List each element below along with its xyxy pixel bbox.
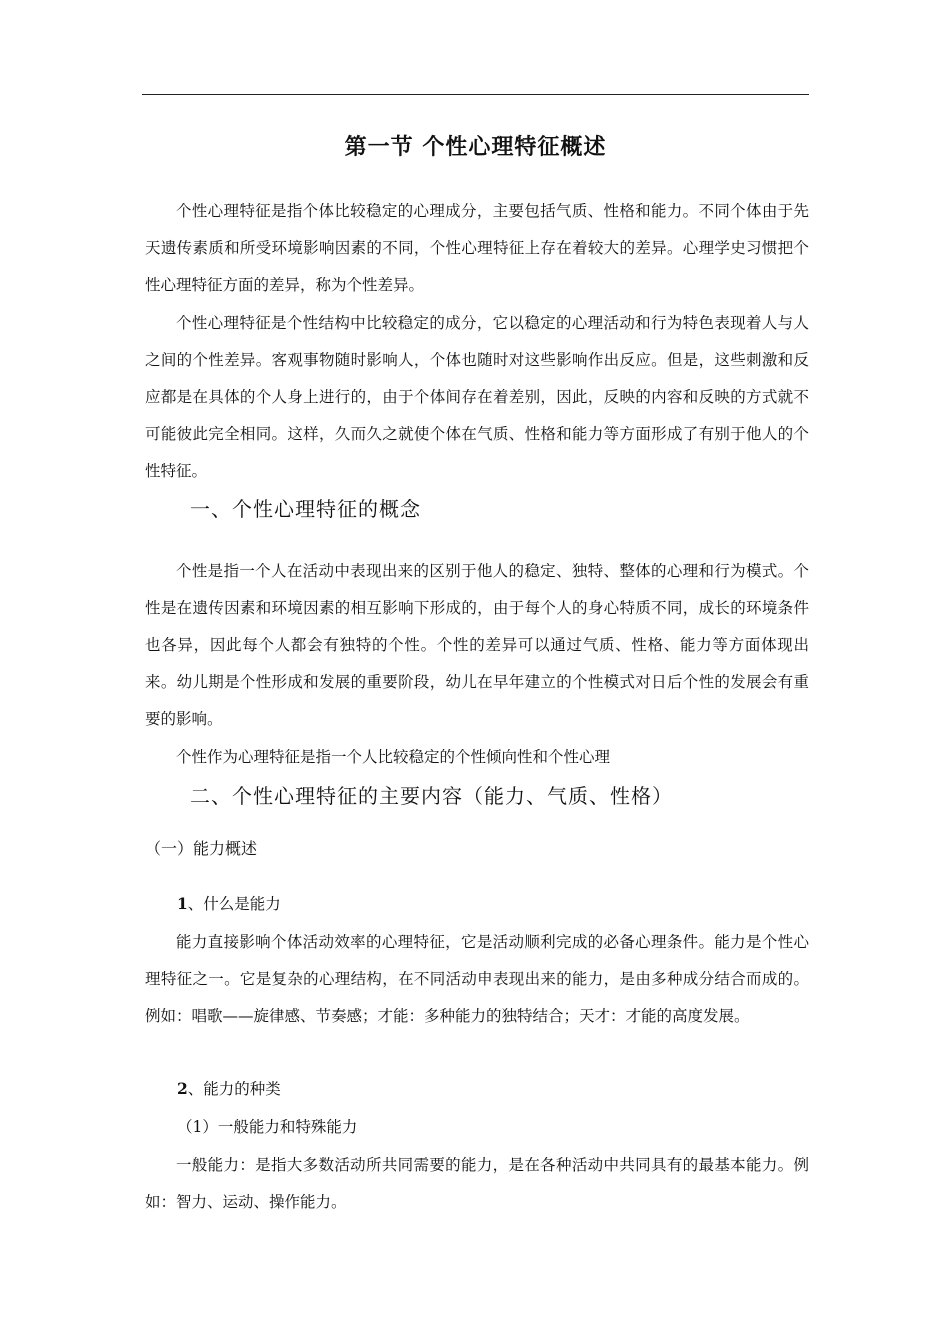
- page-title: 第一节 个性心理特征概述: [344, 134, 607, 160]
- intro-paragraph-1: 个性心理特征是指个体比较稳定的心理成分，主要包括气质、性格和能力。不同个体由于先天遗传素质和所受环境影响因素的不同，个性心理特征上存在着较大的差异。心理学史习惯把个性心理特征方面的差异，称为个性差异。: [145, 202, 809, 294]
- section-1-paragraph-2: 个性作为心理特征是指一个人比较稳定的个性倾向性和个性心理: [176, 748, 611, 766]
- general-ability-paragraph: 一般能力：是指大多数活动所共同需要的能力，是在各种活动中共同具有的最基本能力。例如：智力、运动、操作能力。: [145, 1156, 809, 1211]
- header-rule: [142, 94, 809, 95]
- item-label: 、能力的种类: [187, 1080, 281, 1098]
- ability-definition-paragraph: 能力直接影响个体活动效率的心理特征，它是活动顺利完成的必备心理条件。能力是个性心理特征之一。它是复杂的心理结构，在不同活动申表现出来的能力，是由多种成分结合而成的。例如：唱歌——旋律感、节奏感；才能：多种能力的独特结合；天才：才能的高度发展。: [145, 933, 809, 1025]
- section-1-paragraph-1: 个性是指一个人在活动中表现出来的区别于他人的稳定、独特、整体的心理和行为模式。个性是在遗传因素和环境因素的相互影响下形成的，由于每个人的身心特质不同，成长的环境条件也各异，因此每个人都会有独特的个性。个性的差异可以通过气质、性格、能力等方面体现出来。幼儿期是个性形成和发展的重要阶段，幼儿在早年建立的个性模式对日后个性的发展会有重要的影响。: [145, 562, 809, 728]
- section-2-heading: 二、个性心理特征的主要内容（能力、气质、性格）: [190, 784, 673, 808]
- item-number: 2: [177, 1079, 188, 1098]
- item-heading-what-is-ability: [177, 889, 281, 919]
- sub-item-heading-general-special: （1）一般能力和特殊能力: [177, 1118, 358, 1136]
- item-number: 1: [177, 894, 188, 913]
- subsection-heading-ability-overview: （一）能力概述: [145, 839, 258, 858]
- item-label: 、什么是能力: [187, 895, 281, 913]
- item-heading-ability-types: [177, 1074, 281, 1104]
- intro-paragraph-2: 个性心理特征是个性结构中比较稳定的成分，它以稳定的心理活动和行为特色表现着人与人之间的个性差异。客观事物随时影响人，个体也随时对这些影响作出反应。但是，这些刺激和反应都是在具体的个人身上进行的，由于个体间存在着差别，因此，反映的内容和反映的方式就不可能彼此完全相同。这样，久而久之就使个体在气质、性格和能力等方面形成了有别于他人的个性特征。: [145, 314, 809, 480]
- section-1-heading: 一、个性心理特征的概念: [190, 497, 421, 521]
